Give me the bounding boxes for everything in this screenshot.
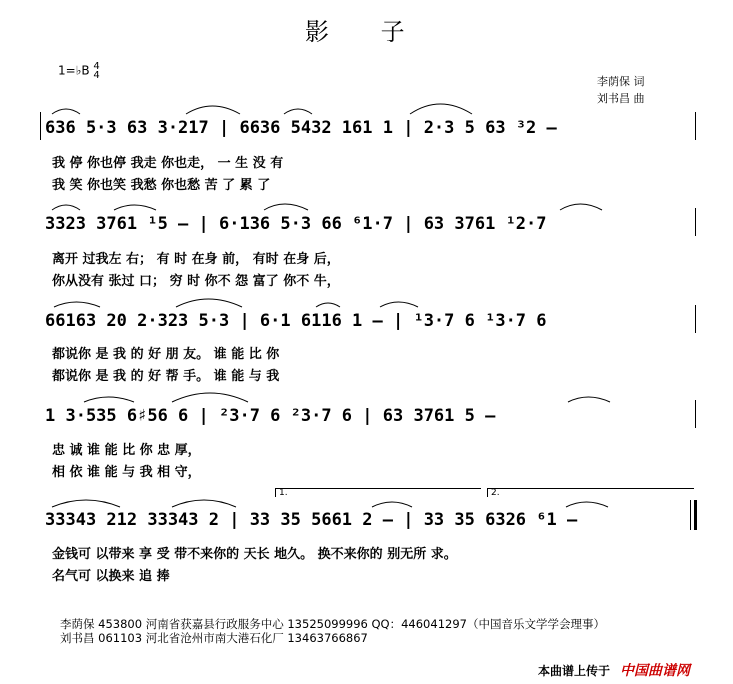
lyrics-row-2-verse-2: 你从没有 张过 口； 穷 时 你不 怨 富了 你不 牛， [52, 274, 340, 289]
lyrics-row-4-verse-2: 相 依 谁 能 与 我 相 守， [52, 465, 201, 480]
lyricist-contact: 李荫保 453800 河南省获嘉县行政服务中心 13525099996 QQ：446041297（中国音乐文学学会理事） [60, 617, 605, 631]
lyrics-row-1-verse-1: 我 停 你也停 我走 你也走， 一 生 没 有 [52, 156, 284, 171]
composer-contact: 刘书昌 061103 河北省沧州市南大港石化厂 13463766867 [60, 631, 368, 645]
lyrics-row-1-verse-2: 我 笑 你也笑 我愁 你也愁 苦 了 累 了 [52, 178, 271, 193]
key-label: 1=♭B [58, 63, 90, 78]
site-logo-text: 中国曲谱网 [620, 663, 690, 679]
notes-row-4: 1 3·535 6♯56 6 | ²3·7 6 ²3·7 6 | 63 3761 5 – [45, 406, 496, 426]
lyrics-row-2-verse-1: 离开 过我左 右； 有 时 在身 前， 有时 在身 后， [52, 252, 340, 267]
lyrics-row-5-verse-1: 金钱可 以带来 享 受 带不来你的 天长 地久。 换不来你的 别无所 求。 [52, 547, 457, 562]
lyrics-row-5-verse-2: 名气可 以换来 追 捧 [52, 569, 170, 584]
lyricist-credit: 李荫保 词 [597, 75, 645, 88]
upload-label: 本曲谱上传于 [538, 664, 611, 678]
site-logo[interactable] [620, 660, 690, 680]
lyrics-row-4-verse-1: 忠 诚 谁 能 比 你 忠 厚， [52, 443, 201, 458]
notes-row-1: 636 5·3 63 3·217 | 6636 5432 161 1 | 2·3 5 63 ³2 – [45, 118, 557, 138]
lyrics-row-3-verse-2: 都说你 是 我 的 好 帮 手。 谁 能 与 我 [52, 369, 280, 384]
lyrics-row-3-verse-1: 都说你 是 我 的 好 朋 友。 谁 能 比 你 [52, 347, 280, 362]
volta-1-label: 1. [279, 488, 288, 498]
notes-row-2: 3323 3761 ¹5 – | 6·136 5·3 66 ⁶1·7 | 63 3761 ¹2·7 [45, 214, 547, 234]
song-title: 影 子 [305, 18, 427, 46]
composer-credit: 刘书昌 曲 [597, 92, 645, 105]
time-bottom: 4 [93, 70, 100, 81]
notes-row-3: 66163 20 2·323 5·3 | 6·1 6116 1 – | ¹3·7 6 ¹3·7 6 [45, 311, 547, 331]
notes-row-5: 33343 212 33343 2 | 33 35 5661 2 – | 33 35 6326 ⁶1 – [45, 510, 578, 530]
volta-2-label: 2. [491, 488, 500, 498]
time-top: 4 [93, 61, 100, 72]
